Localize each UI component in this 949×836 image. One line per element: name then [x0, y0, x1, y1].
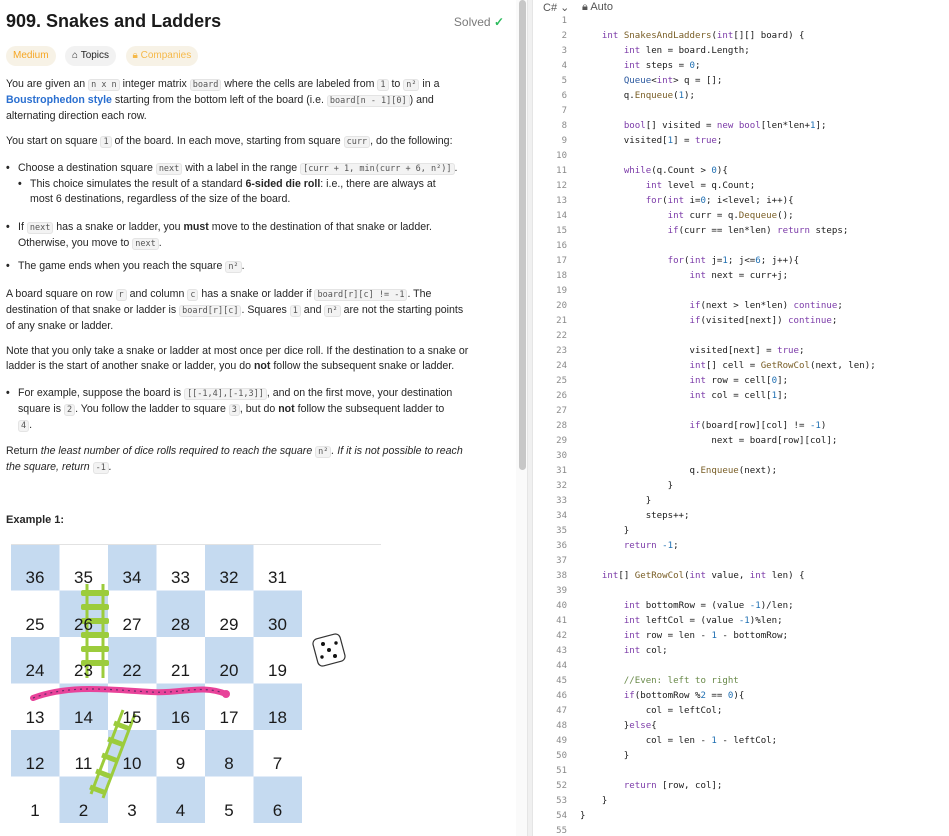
title-row — [6, 11, 504, 35]
line-number: 18 — [556, 271, 567, 281]
bullet-choose-destination: • Choose a destination square next with a label in the range [curr + 1, min(curr + 6, n²)] . — [6, 162, 458, 174]
board-cell-label: 17 — [219, 707, 239, 727]
description-paragraph-3: A board square on row r and column c has a snake or ladder if board[r][c] != -1 . The destination of that snake or ladder is board[r][c] . Squares 1 and n² are not the starting points of any snake or ladder. — [6, 288, 464, 332]
solved-label: Solved — [453, 15, 491, 29]
board-cell-label: 23 — [74, 661, 93, 680]
bullet-example: • For example, suppose the board is [[-1,4],[-1,3]] , and on the first move, your destination square is 2 . You follow the ladder to square 3 , but do not follow the subsequent ladder to 4 . — [6, 387, 453, 431]
line-number: 36 — [556, 541, 567, 551]
line-number: 31 — [556, 466, 567, 476]
code-line[interactable]: next = board[row][col]; — [580, 436, 838, 446]
editor-toolbar — [533, 0, 949, 16]
line-number: 52 — [556, 781, 567, 791]
code-line[interactable]: int col = cell[1]; — [689, 391, 789, 401]
board-cell-label: 35 — [74, 568, 93, 587]
boustrophedon-link[interactable]: Boustrophedon style — [6, 94, 112, 106]
code-line[interactable]: int leftCol = (value -1)%len; — [623, 616, 783, 626]
board-cell-label: 9 — [175, 754, 186, 773]
line-number: 55 — [556, 826, 567, 836]
line-number: 6 — [561, 91, 567, 101]
line-number: 26 — [556, 391, 567, 401]
line-number: 44 — [556, 661, 567, 671]
line-number: 50 — [556, 751, 567, 761]
code-line[interactable]: } — [580, 796, 608, 806]
board-cell-label: 29 — [219, 614, 239, 634]
board-cell-label: 11 — [74, 754, 93, 773]
line-number: 30 — [556, 451, 567, 461]
bullet-game-ends: • The game ends when you reach the square n² . — [6, 260, 245, 272]
line-number: 35 — [556, 526, 567, 536]
board-cell-label: 6 — [272, 800, 283, 820]
code-line[interactable]: visited[1] = true; — [580, 136, 723, 146]
board-cell-label: 8 — [224, 754, 234, 773]
board-cell-label: 3 — [127, 800, 137, 820]
line-number: 21 — [556, 316, 567, 326]
board-cell-label: 27 — [122, 614, 142, 634]
description-paragraph-4: Note that you only take a snake or ladder at most once per dice roll. If the destination to a snake or ladder is the start of another snake or ladder, you do not follow the subsequent snake or ladder. — [6, 345, 469, 372]
code-line[interactable]: col = len - 1 - leftCol; — [580, 736, 778, 746]
line-number: 27 — [556, 406, 567, 416]
board-cell-label: 19 — [268, 661, 287, 680]
code-line[interactable]: } — [580, 811, 586, 821]
line-number: 14 — [556, 211, 567, 221]
code-line[interactable]: int curr = q.Dequeue(); — [667, 211, 794, 221]
code-line[interactable]: int SnakesAndLadders(int[][] board) { — [601, 31, 805, 41]
code-line[interactable]: int row = len - 1 - bottomRow; — [623, 631, 789, 641]
board-cell-label: 18 — [268, 707, 287, 727]
board-cell-label: 2 — [78, 800, 89, 820]
board-cell-label: 21 — [171, 661, 190, 680]
code-line[interactable]: steps++; — [580, 511, 690, 521]
description-paragraph-1: You are given an n x n integer matrix board where the cells are labeled from 1 to n² in a Boustrophedon style starting from the bottom left of the board (i.e. board[n - 1][0] ) and alternating direction each row. — [6, 78, 440, 122]
line-number: 51 — [556, 766, 567, 776]
line-number: 25 — [556, 376, 567, 386]
code-line[interactable]: int steps = 0; — [623, 61, 701, 71]
code-line[interactable]: } — [580, 751, 630, 761]
line-number: 9 — [561, 136, 567, 146]
board-cell-label: 16 — [171, 707, 190, 727]
board-cell-label: 20 — [219, 661, 239, 680]
problem-title: 909. Snakes and Ladders — [6, 11, 222, 31]
topics-label: Topics — [80, 50, 110, 61]
code-line[interactable]: int[] GetRowCol(int value, int len) { — [601, 571, 805, 581]
code-line[interactable]: int bottomRow = (value -1)/len; — [623, 601, 794, 611]
line-number: 3 — [561, 46, 567, 56]
code-line[interactable]: int col; — [623, 646, 668, 656]
code-line[interactable]: if(curr == len*len) return steps; — [667, 226, 849, 236]
line-number: 45 — [556, 676, 567, 686]
line-number: 10 — [556, 151, 567, 161]
code-line[interactable]: if(board[row][col] != -1) — [689, 421, 827, 431]
code-line[interactable]: if(visited[next]) continue; — [689, 316, 838, 326]
lock-icon: 🔒︎ — [132, 50, 138, 61]
board-cell-label: 30 — [268, 614, 287, 634]
bullet-snake-or-ladder: • If next has a snake or ladder, you must move to the destination of that snake or ladder. Otherwise, you move to next . — [6, 221, 432, 249]
solved-status — [454, 15, 504, 29]
code-line[interactable]: return -1; — [623, 541, 679, 551]
tag-row — [6, 46, 203, 66]
line-number: 33 — [556, 496, 567, 506]
check-circle-icon: ✓ — [493, 15, 504, 29]
line-number: 1 — [561, 16, 567, 26]
lock-icon: 🔒︎ — [582, 1, 588, 13]
board-cell-label: 7 — [272, 754, 283, 773]
line-number: 39 — [556, 586, 567, 596]
line-number: 29 — [556, 436, 567, 446]
topics-button[interactable] — [65, 46, 116, 66]
line-number: 34 — [556, 511, 567, 521]
line-number: 11 — [556, 166, 567, 176]
companies-label: Companies — [140, 50, 192, 61]
line-number: 22 — [556, 331, 567, 341]
line-number: 15 — [556, 226, 567, 236]
code-line[interactable]: //Even: left to right — [580, 676, 739, 686]
code-line[interactable]: q.Enqueue(1); — [580, 91, 695, 101]
board-cell-label: 4 — [175, 800, 186, 820]
board-cell-label: 25 — [25, 614, 45, 634]
description-return: Return the least number of dice rolls required to reach the square n² . If it is not possible to reach the square, return -1 . — [6, 445, 463, 473]
board-cell-label: 28 — [171, 614, 190, 634]
code-line[interactable]: if(next > len*len) continue; — [689, 301, 843, 311]
code-line[interactable]: } — [580, 526, 630, 536]
example-title: Example 1: — [6, 514, 65, 526]
line-number: 41 — [556, 616, 567, 626]
board-cell-label: 34 — [122, 568, 142, 587]
line-number: 48 — [556, 721, 567, 731]
line-number: 54 — [556, 811, 567, 821]
line-number: 20 — [556, 301, 567, 311]
code-line[interactable]: int len = board.Length; — [623, 46, 750, 56]
board-cell-label: 22 — [122, 661, 142, 680]
board-cell-label: 24 — [25, 661, 45, 680]
bullet-die-roll: • This choice simulates the result of a standard 6-sided die roll: i.e., there are always at most 6 destinations, regardless of the size of the board. — [18, 178, 436, 205]
chevron-down-icon: ⌄ — [560, 2, 570, 14]
line-number: 16 — [556, 241, 567, 251]
line-number: 40 — [556, 601, 567, 611]
board-cell-label: 5 — [224, 800, 234, 820]
companies-button[interactable] — [126, 46, 199, 66]
language-selector[interactable]: C# ⌄ — [543, 2, 570, 14]
code-line[interactable]: while(q.Count > 0){ — [623, 166, 728, 176]
board-cell-label: 15 — [122, 707, 142, 727]
line-number: 49 — [556, 736, 567, 746]
code-line[interactable]: return [row, col]; — [623, 781, 723, 791]
code-editor-panel — [533, 0, 949, 836]
line-number: 5 — [561, 76, 567, 86]
code-line[interactable]: int next = curr+j; — [689, 271, 789, 281]
code-line[interactable]: } — [580, 496, 652, 506]
code-line[interactable]: }else{ — [580, 721, 657, 731]
code-line[interactable]: int level = q.Count; — [645, 181, 756, 191]
board-cell-label: 13 — [25, 707, 45, 727]
line-number: 47 — [556, 706, 567, 716]
board-cell-label: 12 — [25, 754, 45, 773]
line-number: 19 — [556, 286, 567, 296]
board-cell-label: 36 — [25, 568, 45, 587]
line-number: 23 — [556, 346, 567, 356]
code-line[interactable]: for(int i=0; i<level; i++){ — [645, 196, 794, 206]
autosave-indicator: 🔒︎ Auto — [582, 1, 613, 13]
line-number: 46 — [556, 691, 567, 701]
line-number: 12 — [556, 181, 567, 191]
line-number: 28 — [556, 421, 567, 431]
line-number: 17 — [556, 256, 567, 266]
line-number: 38 — [556, 571, 567, 581]
board-cell-label: 32 — [219, 568, 239, 587]
code-line[interactable]: Queue<int> q = []; — [623, 76, 723, 86]
line-number: 53 — [556, 796, 567, 806]
line-number: 4 — [561, 61, 567, 71]
code-line[interactable]: bool[] visited = new bool[len*len+1]; — [623, 121, 827, 131]
description-paragraph-2: You start on square 1 of the board. In each move, starting from square curr , do the following: — [6, 135, 453, 147]
tag-icon: ⌂ — [72, 50, 79, 61]
board-cell-label: 26 — [74, 614, 93, 634]
snakes-ladders-board — [11, 555, 305, 836]
code-line[interactable]: visited[next] = true; — [580, 346, 805, 356]
line-number: 37 — [556, 556, 567, 566]
code-line[interactable]: int[] cell = GetRowCol(next, len); — [689, 361, 876, 371]
board-cell-label: 10 — [122, 754, 142, 773]
problem-scrollbar-thumb[interactable] — [519, 0, 526, 470]
code-line[interactable]: for(int j=1; j<=6; j++){ — [667, 256, 800, 266]
line-number: 32 — [556, 481, 567, 491]
board-cell-label: 14 — [74, 707, 93, 727]
board-cell-label: 31 — [268, 568, 287, 587]
code-line[interactable]: int row = cell[0]; — [689, 376, 789, 386]
code-line[interactable]: q.Enqueue(next); — [580, 466, 778, 476]
line-number: 8 — [561, 121, 567, 131]
line-number: 43 — [556, 646, 567, 656]
line-number: 7 — [561, 106, 567, 116]
line-number: 42 — [556, 631, 567, 641]
board-cell-label: 1 — [30, 800, 40, 820]
code-line[interactable]: } — [580, 481, 674, 491]
board-cell-label: 33 — [171, 568, 190, 587]
dice-icon — [312, 633, 346, 667]
code-line[interactable]: col = leftCol; — [580, 706, 723, 716]
line-number: 2 — [561, 31, 567, 41]
difficulty-badge[interactable]: Medium — [6, 46, 56, 66]
line-number: 13 — [556, 196, 567, 206]
code-line[interactable]: if(bottomRow %2 == 0){ — [623, 691, 745, 701]
line-number: 24 — [556, 361, 567, 371]
